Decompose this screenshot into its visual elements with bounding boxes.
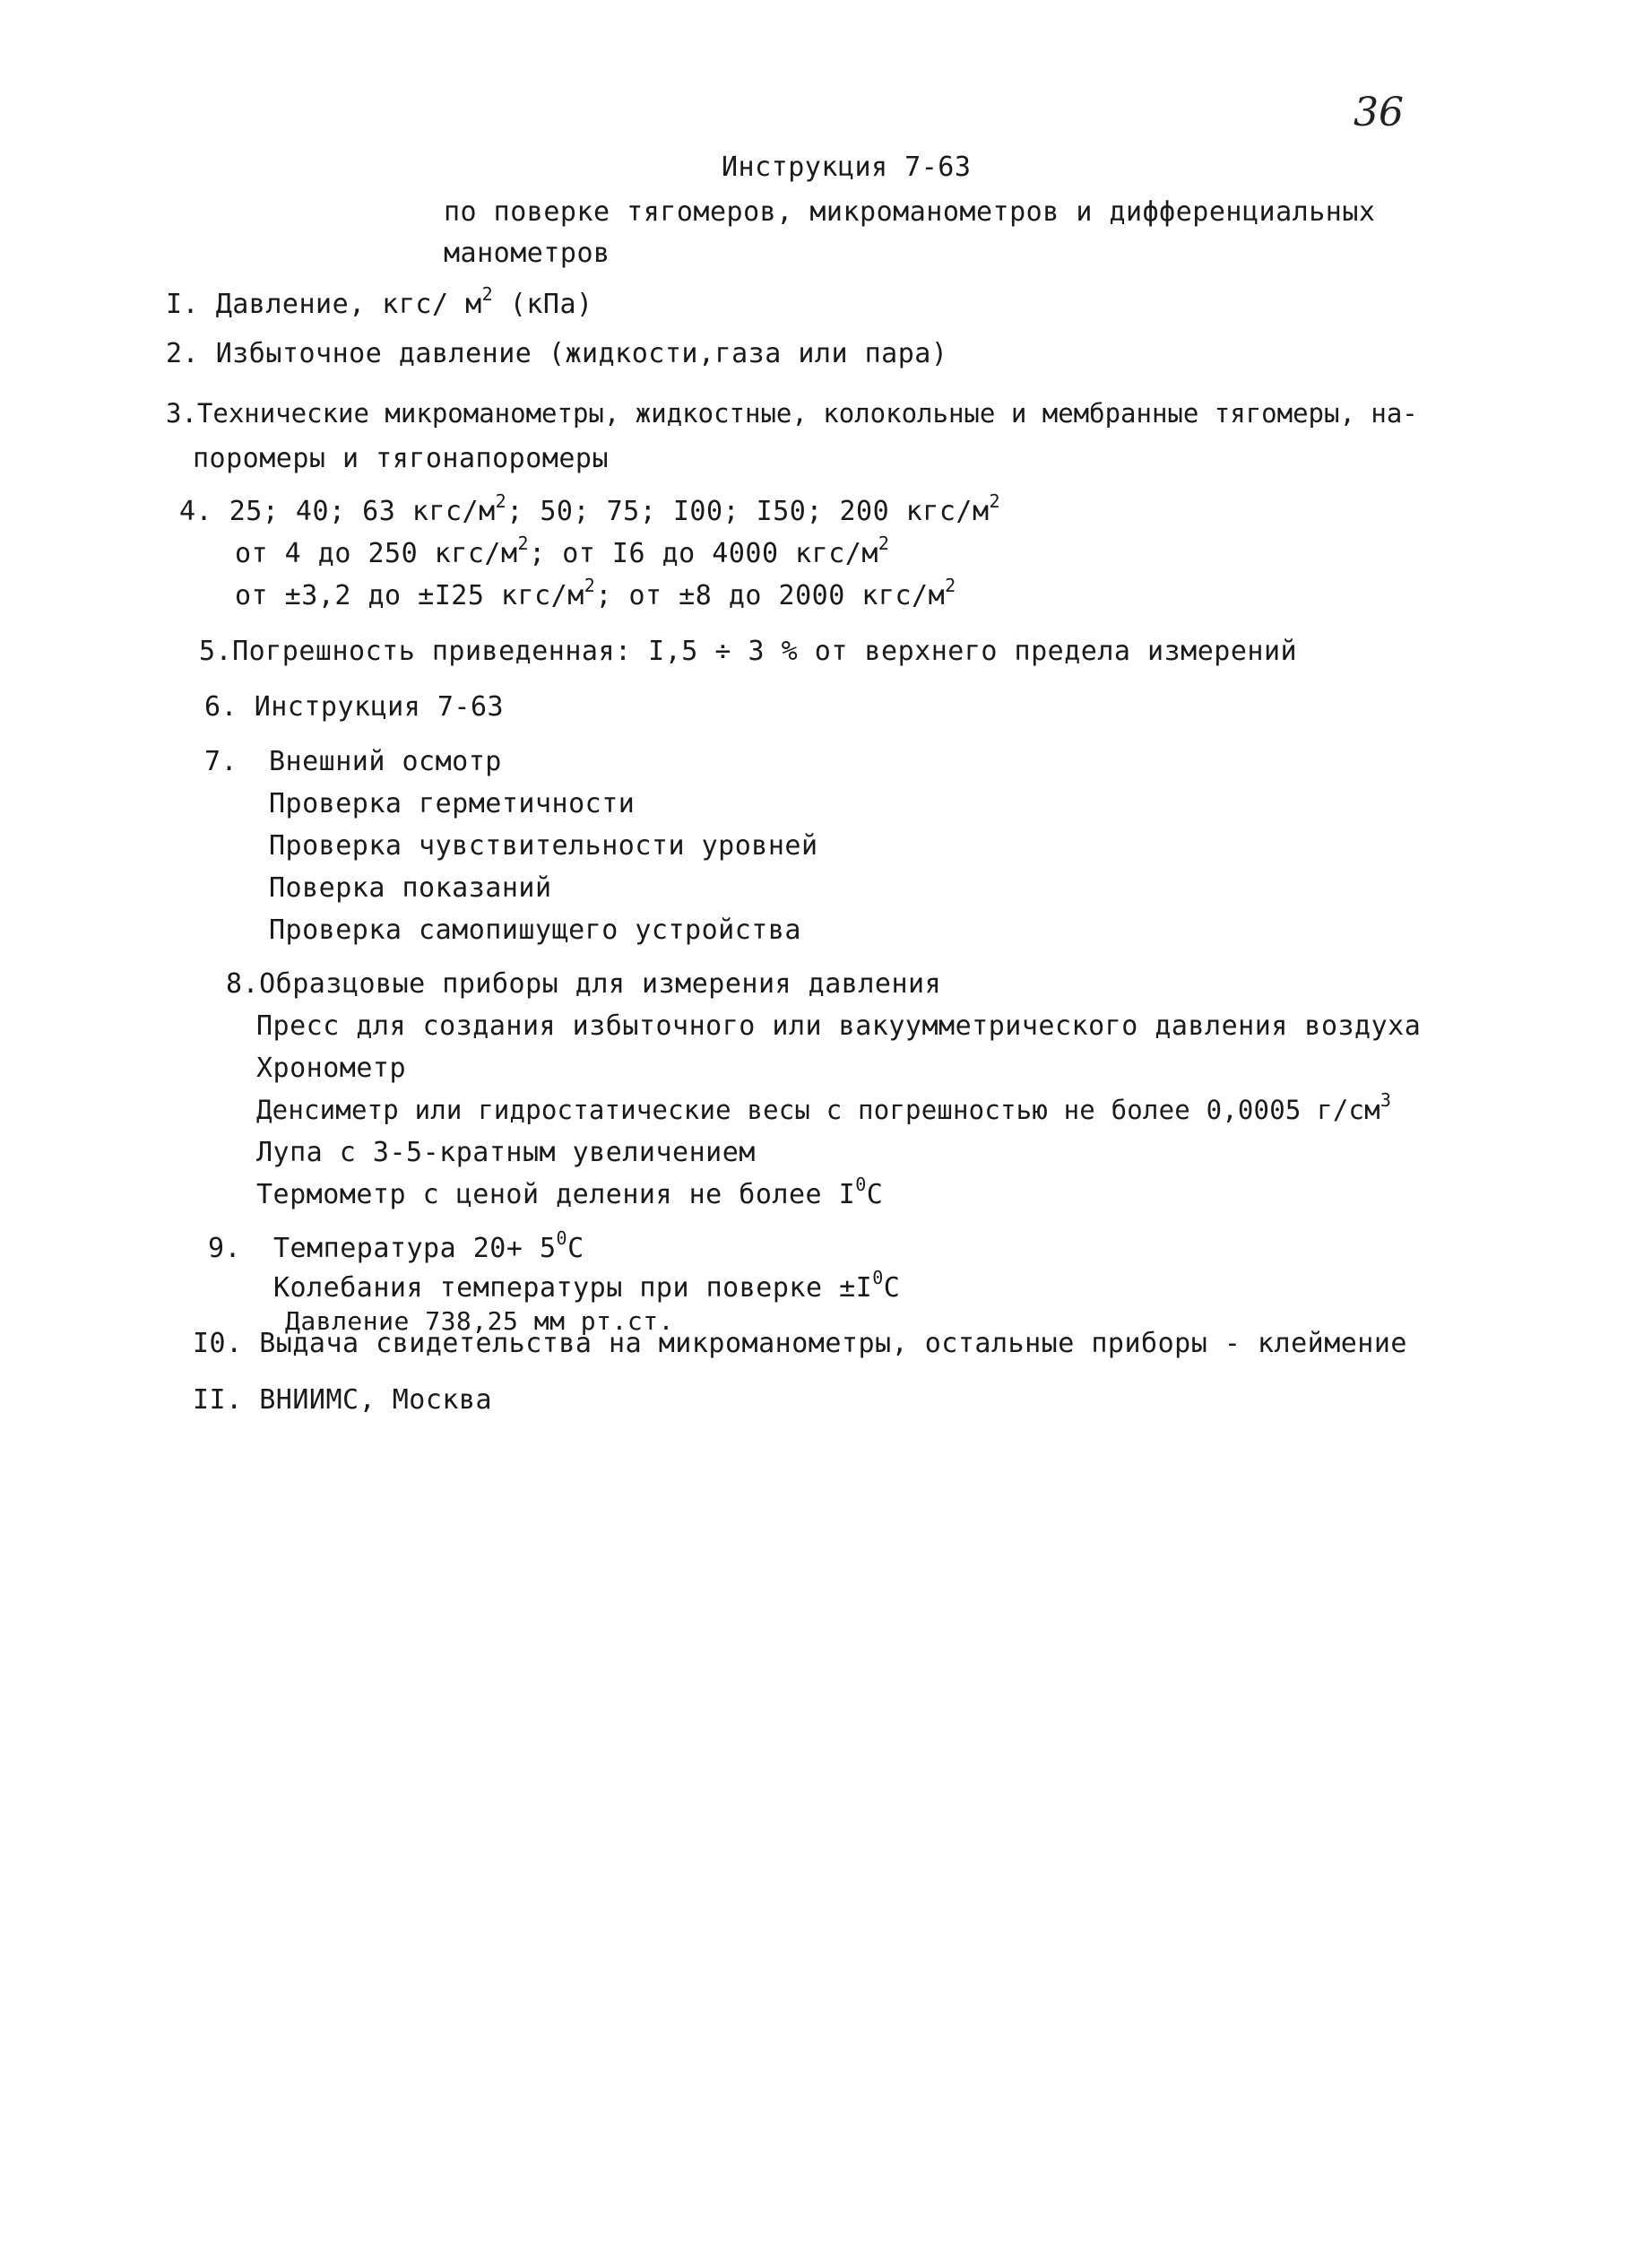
item-4-line1-exp: 2: [495, 490, 507, 512]
item-7-line5: Проверка самопишущего устройства: [269, 914, 801, 946]
item-9-line1: [273, 1227, 584, 1264]
item-6: [204, 691, 505, 723]
item-8-line4: [256, 1089, 1392, 1125]
item-4-line1: [179, 490, 1001, 527]
item-10-text: Выдача свидетельства на микроманометры, остальные приборы - клеймение: [259, 1328, 1407, 1359]
item-8: [226, 968, 942, 1000]
item-1: [166, 283, 593, 320]
item-10: [193, 1330, 1407, 1357]
item-9-number: 9.: [208, 1233, 242, 1264]
item-8-line6: [256, 1174, 884, 1210]
item-8-line6-exp: 0: [855, 1174, 867, 1195]
item-2: [166, 338, 948, 369]
item-8-line1: Образцовые приборы для измерения давления: [259, 968, 942, 1000]
item-4-line2-b: ; от I6 до 4000 кгс/м: [529, 538, 878, 569]
item-4-line1-a: 25; 40; 63 кгс/м: [229, 496, 496, 527]
item-9-line1-b: С: [567, 1233, 584, 1264]
item-4-line1-b: ; 50; 75; I00; I50; 200 кгс/м: [506, 496, 990, 527]
item-5: [199, 638, 1297, 665]
item-8-line6-a: Термометр с ценой деления не более I: [256, 1179, 856, 1210]
item-2-text: Избыточное давление (жидкости,газа или пара): [215, 338, 948, 369]
item-7-line3: Проверка чувствительности уровней: [269, 830, 818, 862]
document-subtitle-line1: по поверке тягомеров, микроманометров и дифференциальных: [444, 196, 1376, 228]
item-4-line3-exp: 2: [584, 575, 596, 596]
item-9-line1-exp: 0: [556, 1227, 568, 1249]
item-8-number: 8.: [226, 968, 260, 1000]
item-3-text-line2: поромеры и тягонапоромеры: [193, 443, 610, 474]
item-4-line2-exp2: 2: [878, 533, 890, 554]
item-2-number: 2.: [166, 338, 200, 369]
item-4-number: 4.: [179, 496, 213, 527]
item-4-line2-exp: 2: [517, 533, 530, 554]
item-7-line4: Поверка показаний: [269, 872, 552, 904]
item-9-line2-b: С: [883, 1272, 901, 1304]
item-9-line2: [273, 1267, 901, 1304]
item-7-number: 7.: [204, 746, 238, 777]
item-4-line3: [235, 575, 956, 611]
item-11-text: ВНИИМС, Москва: [259, 1384, 493, 1416]
item-7-line2: Проверка герметичности: [269, 788, 636, 819]
document-title: Инструкция 7-63: [722, 152, 972, 183]
item-9-line1-a: Температура 20+ 5: [273, 1233, 557, 1264]
item-5-number: 5.: [199, 636, 233, 667]
item-5-text: Погрешность приведенная: I,5 ÷ 3 % от верхнего предела измерений: [232, 636, 1298, 667]
item-11-number: II.: [193, 1384, 243, 1416]
item-3-number: 3.: [166, 398, 197, 429]
item-4-line1-exp2: 2: [989, 490, 1001, 512]
item-8-line4-a: Денсиметр или гидростатические весы с погрешностью не более 0,0005 г/см: [256, 1095, 1380, 1125]
item-3: [166, 398, 1418, 429]
item-10-number: I0.: [193, 1328, 243, 1359]
item-4-line3-exp2: 2: [945, 575, 956, 596]
item-1-number: I.: [166, 289, 200, 320]
item-4-line3-a: от ±3,2 до ±I25 кгс/м: [235, 580, 584, 611]
document-subtitle-line2: манометров: [444, 238, 610, 269]
item-8-line4-exp: 3: [1380, 1089, 1392, 1111]
item-6-text: Инструкция 7-63: [254, 691, 505, 723]
item-3-text-line1: Технические микроманометры, жидкостные, колокольные и мембранные тягомеры, на-: [196, 398, 1418, 429]
item-9-line2-exp: 0: [872, 1267, 884, 1288]
item-6-number: 6.: [204, 691, 238, 723]
item-4-line2-a: от 4 до 250 кгс/м: [235, 538, 518, 569]
page-number: 36: [1354, 90, 1404, 135]
item-11: [193, 1384, 493, 1416]
item-1-exponent: 2: [481, 283, 494, 305]
item-4-line3-b: ; от ±8 до 2000 кгс/м: [595, 580, 946, 611]
item-8-line6-b: С: [866, 1179, 884, 1210]
item-1-text-end: (кПа): [493, 289, 593, 320]
item-8-line3: Хронометр: [256, 1053, 407, 1084]
item-1-text: Давление, кгс/ м: [215, 289, 482, 320]
item-4-line2: [235, 533, 890, 569]
item-9-line3: Давление 738,25 мм рт.ст.: [285, 1306, 674, 1336]
item-8-line2: Пресс для создания избыточного или вакуумметрического давления воздуха: [256, 1010, 1422, 1042]
item-7-line1: Внешний осмотр: [269, 746, 502, 777]
item-8-line5: Лупа с 3-5-кратным увеличением: [256, 1137, 756, 1168]
item-9-line2-a: Колебания температуры при поверке ±I: [273, 1272, 873, 1304]
